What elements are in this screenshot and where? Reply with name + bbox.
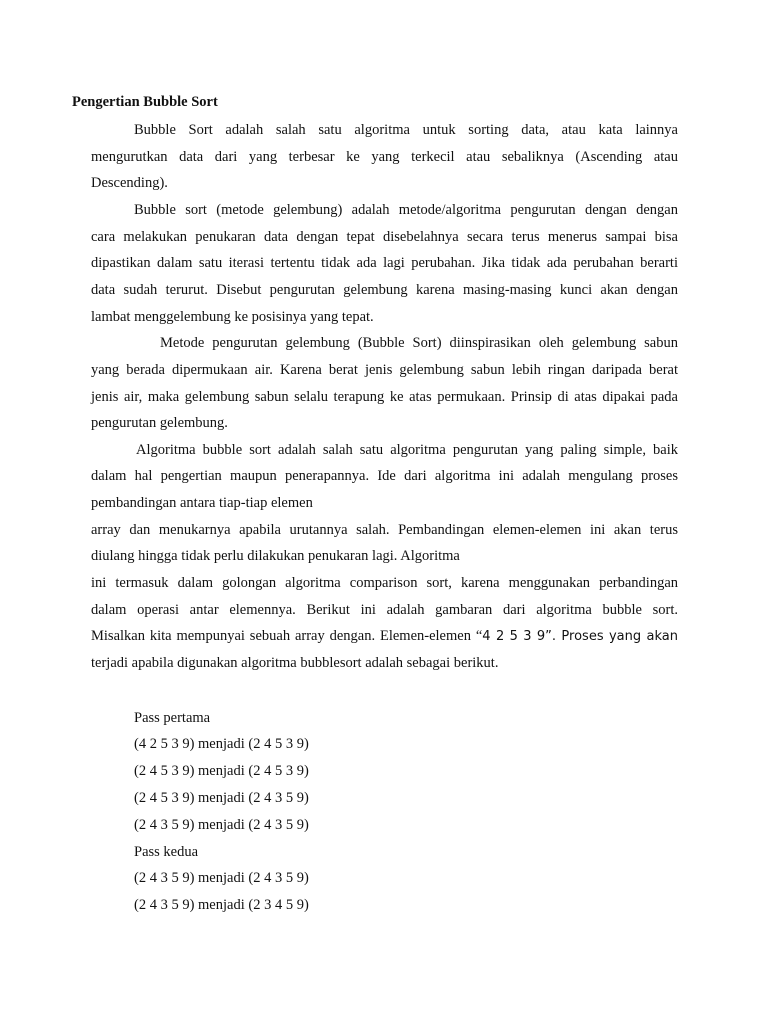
page-title: Pengertian Bubble Sort xyxy=(72,94,218,110)
pass-step: (2 4 5 3 9) menjadi (2 4 3 5 9) xyxy=(134,790,309,806)
paragraph-line: pengurutan gelembung. xyxy=(91,415,228,431)
paragraph-line: Metode pengurutan gelembung (Bubble Sort) diinspirasikan oleh gelembung sabun xyxy=(160,335,678,351)
paragraph-line: cara melakukan penukaran data dengan tepat disebelahnya secara terus menerus sampai bisa xyxy=(91,229,678,245)
paragraph-line: jenis air, maka gelembung sabun selalu terapung ke atas permukaan. Prinsip di atas dipakai pada xyxy=(91,389,678,405)
paragraph-line: terjadi apabila digunakan algoritma bubblesort adalah sebagai berikut. xyxy=(91,655,499,671)
paragraph-line: Descending). xyxy=(91,175,168,191)
paragraph-line: Algoritma bubble sort adalah salah satu algoritma pengurutan yang paling simple, baik xyxy=(136,442,678,458)
paragraph-line: dipastikan dalam satu iterasi tertentu tidak ada lagi perubahan. Jika tidak ada perubahan berarti xyxy=(91,255,678,271)
paragraph-line: Bubble Sort adalah salah satu algoritma untuk sorting data, atau kata lainnya xyxy=(134,122,678,138)
paragraph-line: mengurutkan data dari yang terbesar ke yang terkecil atau sebaliknya (Ascending atau xyxy=(91,149,678,165)
paragraph-line: dalam hal pengertian maupun penerapannya. Ide dari algoritma ini adalah mengulang proses xyxy=(91,468,678,484)
paragraph-line: lambat menggelembung ke posisinya yang tepat. xyxy=(91,309,374,325)
pass-step: (2 4 5 3 9) menjadi (2 4 5 3 9) xyxy=(134,763,309,779)
paragraph-line: yang berada dipermukaan air. Karena berat jenis gelembung sabun lebih ringan daripada berat xyxy=(91,362,678,378)
paragraph-line-sans-part: 4 2 5 3 9”. Proses yang akan xyxy=(482,629,678,644)
pass-step: (2 4 3 5 9) menjadi (2 3 4 5 9) xyxy=(134,897,309,913)
pass-step: (2 4 3 5 9) menjadi (2 4 3 5 9) xyxy=(134,870,309,886)
pass-heading: Pass pertama xyxy=(134,710,211,726)
paragraph-line: ini termasuk dalam golongan algoritma comparison sort, karena menggunakan perbandingan xyxy=(91,575,678,591)
paragraph-line: pembandingan antara tiap-tiap elemen xyxy=(91,495,313,511)
paragraph-line xyxy=(91,627,678,646)
pass-step: (4 2 5 3 9) menjadi (2 4 5 3 9) xyxy=(134,736,309,752)
pass-heading: Pass kedua xyxy=(134,844,199,860)
paragraph-line: dalam operasi antar elemennya. Berikut ini adalah gambaran dari algoritma bubble sort. xyxy=(91,602,678,618)
paragraph-line: array dan menukarnya apabila urutannya salah. Pembandingan elemen-elemen ini akan terus xyxy=(91,522,678,538)
pass-step: (2 4 3 5 9) menjadi (2 4 3 5 9) xyxy=(134,817,309,833)
paragraph-line: data sudah terurut. Disebut pengurutan gelembung karena masing-masing kunci akan dengan xyxy=(91,282,678,298)
paragraph-line: Bubble sort (metode gelembung) adalah metode/algoritma pengurutan dengan dengan xyxy=(134,202,678,218)
paragraph-line: diulang hingga tidak perlu dilakukan penukaran lagi. Algoritma xyxy=(91,548,460,564)
paragraph-line-serif-part: Misalkan kita mempunyai sebuah array dengan. Elemen-elemen “ xyxy=(91,628,483,644)
